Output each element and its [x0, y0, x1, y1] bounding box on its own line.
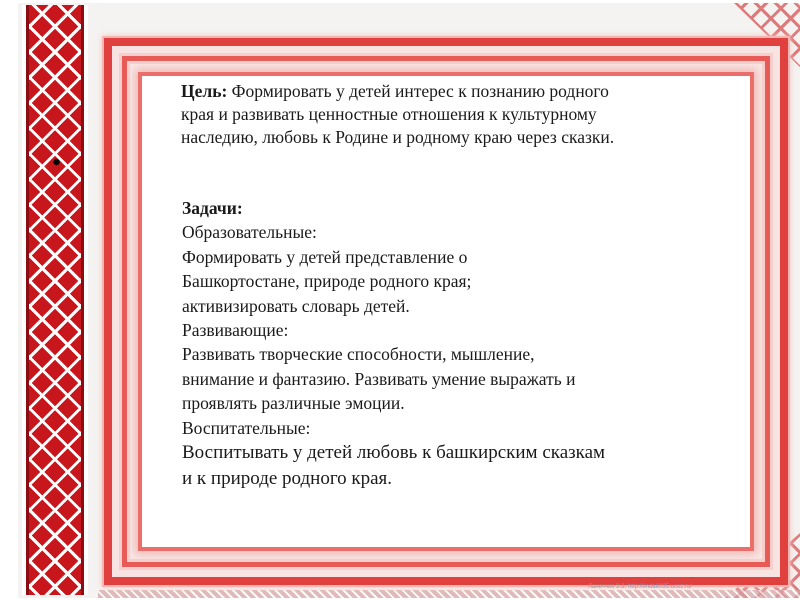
ornament-border-left [22, 5, 88, 595]
watermark-link[interactable]: http://linda6035.ucoz.ru/ [627, 584, 692, 590]
watermark-author: Ланеччик З.З. [588, 584, 627, 590]
task-line: активизировать словарь детей. [182, 295, 410, 316]
task-line: проявлять различные эмоции. [182, 393, 405, 414]
task-line: Образовательные: [182, 222, 317, 243]
task-line: Развивающие: [182, 320, 289, 341]
task-line: и к природе родного края. [182, 468, 393, 490]
tasks-title: Задачи: [182, 198, 243, 218]
watermark [588, 584, 692, 590]
task-line: Воспитательные: [182, 417, 311, 438]
task-line: Воспитывать у детей любовь к башкирским сказкам [182, 442, 606, 464]
task-line: Развивать творческие способности, мышление, [182, 344, 535, 365]
goal-paragraph [181, 80, 621, 149]
goal-text: Формировать у детей интерес к познанию родного края и развивать ценностные отношения к культурному наследию, любовь к Родине и родному краю через сказки. [181, 81, 615, 147]
task-line: Формировать у детей представление о [182, 246, 468, 267]
goal-label: Цель: [181, 81, 228, 101]
bottom-ornament-strip [98, 590, 800, 598]
task-line: Башкортостане, природе родного края; [182, 271, 472, 292]
task-line: внимание и фантазию. Развивать умение выражать и [182, 368, 576, 389]
tasks-block [182, 196, 652, 492]
bullet-point: • [52, 148, 62, 177]
